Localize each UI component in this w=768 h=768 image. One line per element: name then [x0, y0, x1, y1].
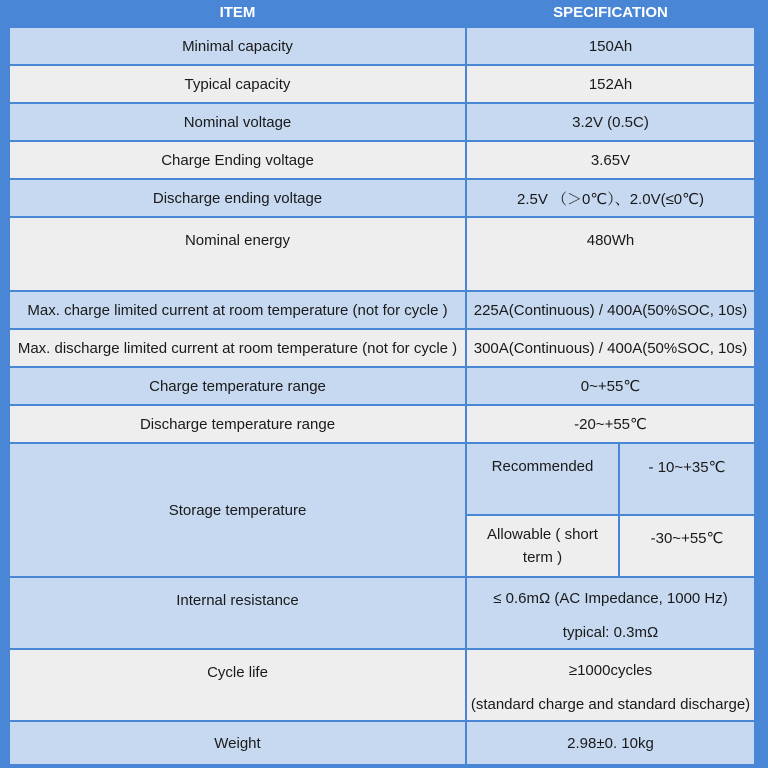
row-item-storage-temperature: Storage temperature — [10, 444, 465, 576]
row-spec-nominal-energy: 480Wh — [467, 218, 754, 290]
internal-resistance-line2: typical: 0.3mΩ — [562, 624, 659, 641]
row-item-discharge-temperature-range: Discharge temperature range — [10, 406, 465, 442]
row-spec-typical-capacity: 152Ah — [467, 66, 754, 102]
row-item-typical-capacity: Typical capacity — [10, 66, 465, 102]
row-item-weight: Weight — [10, 722, 465, 764]
row-item-max-discharge-current: Max. discharge limited current at room temperature (not for cycle ) — [10, 330, 465, 366]
storage-allowable-label — [467, 516, 618, 576]
row-spec-internal-resistance — [467, 578, 754, 648]
header-item: ITEM — [219, 4, 256, 21]
row-item-charge-temperature-range: Charge temperature range — [10, 368, 465, 404]
cycle-life-line2: (standard charge and standard discharge) — [470, 696, 751, 713]
row-item-nominal-voltage: Nominal voltage — [10, 104, 465, 140]
header-specification: SPECIFICATION — [553, 4, 668, 21]
row-item-internal-resistance: Internal resistance — [10, 578, 465, 648]
storage-allowable-label-line1: Allowable ( short — [487, 526, 598, 543]
storage-allowable-value: -30~+55℃ — [620, 516, 754, 576]
row-item-minimal-capacity: Minimal capacity — [10, 28, 465, 64]
cycle-life-line1: ≥1000cycles — [568, 662, 653, 679]
row-spec-cycle-life — [467, 650, 754, 720]
row-item-discharge-ending-voltage: Discharge ending voltage — [10, 180, 465, 216]
row-item-charge-ending-voltage: Charge Ending voltage — [10, 142, 465, 178]
internal-resistance-line1: ≤ 0.6mΩ (AC Impedance, 1000 Hz) — [493, 590, 728, 607]
row-spec-weight: 2.98±0. 10kg — [467, 722, 754, 764]
row-spec-discharge-ending-voltage: 2.5V （＞0℃）、2.0V(≤0℃) — [467, 180, 754, 216]
row-spec-nominal-voltage: 3.2V (0.5C) — [467, 104, 754, 140]
row-spec-charge-temperature-range: 0~+55℃ — [467, 368, 754, 404]
row-spec-charge-ending-voltage: 3.65V — [467, 142, 754, 178]
spec-table — [10, 0, 754, 764]
row-item-nominal-energy: Nominal energy — [10, 218, 465, 290]
storage-recommended-value: - 10~+35℃ — [620, 444, 754, 514]
row-item-cycle-life: Cycle life — [10, 650, 465, 720]
row-spec-minimal-capacity: 150Ah — [467, 28, 754, 64]
storage-allowable-label-line2: term ) — [522, 549, 563, 566]
storage-recommended-label: Recommended — [467, 444, 618, 514]
row-spec-max-charge-current: 225A(Continuous) / 400A(50%SOC, 10s) — [467, 292, 754, 328]
row-item-max-charge-current: Max. charge limited current at room temperature (not for cycle ) — [10, 292, 465, 328]
row-spec-max-discharge-current: 300A(Continuous) / 400A(50%SOC, 10s) — [467, 330, 754, 366]
row-spec-discharge-temperature-range: -20~+55℃ — [467, 406, 754, 442]
